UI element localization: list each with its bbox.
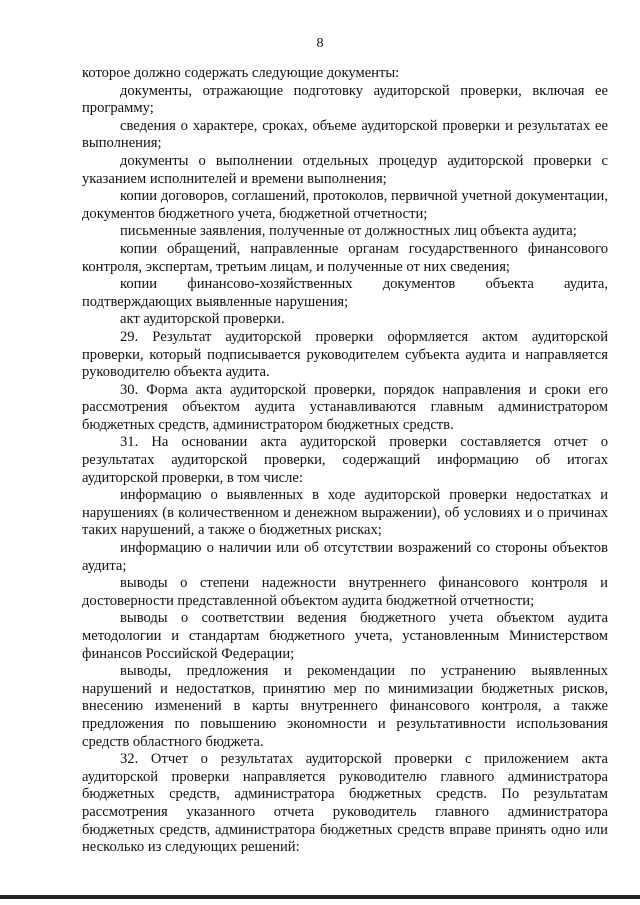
page-number: 8 — [316, 36, 324, 51]
paragraph-clause-30: 30. Форма акта аудиторской проверки, порядок направления и сроки его рассмотрения объектом аудита устанавливаются главным администратором бюджетных средств, администратором бюджетных средств. — [82, 381, 608, 433]
paragraph: копии договоров, соглашений, протоколов, первичной учетной документации, документов бюджетного учета, бюджетной отчетности; — [82, 188, 608, 222]
paragraph-clause-29: 29. Результат аудиторской проверки оформляется актом аудиторской проверки, который подписывается руководителем субъекта аудита и направляется руководителю объекта аудита. — [82, 328, 608, 381]
bottom-rule — [0, 895, 640, 899]
paragraph: документы о выполнении отдельных процедур аудиторской проверки с указанием исполнителей и времени выполнения; — [82, 152, 608, 187]
paragraph-clause-32: 32. Отчет о результатах аудиторской проверки с приложением акта аудиторской проверки направляется руководителю главного администратора бюджетных средств, администратора бюджетных средств. По результатам рассмотрения указанного отчета руководитель главного администратора бюджетных средств, администратора бюджетных средств вправе принять одно или несколько из следующих решений: — [82, 751, 608, 856]
paragraph: копии финансово-хозяйственных документов объекта аудита, подтверждающих выявленные нарушения; — [82, 276, 608, 310]
paragraph: письменные заявления, полученные от должностных лиц объекта аудита; — [120, 223, 577, 240]
paragraph: информацию о наличии или об отсутствии возражений со стороны объектов аудита; — [82, 540, 608, 574]
document-body — [82, 65, 608, 857]
paragraph: которое должно содержать следующие документы: — [82, 65, 400, 81]
paragraph: выводы о соответствии ведения бюджетного учета объектом аудита методологии и стандартам бюджетного учета, установленным Министерством финансов Российской Федерации; — [82, 610, 608, 662]
paragraph: копии обращений, направленные органам государственного финансового контроля, экспертам, третьим лицам, и полученные от них сведения; — [82, 240, 608, 275]
paragraph: информацию о выявленных в ходе аудиторской проверки недостатках и нарушениях (в количественном и денежном выражении), об условиях и о причинах таких нарушений, а также о бюджетных рисках; — [82, 487, 608, 539]
paragraph: акт аудиторской проверки. — [120, 311, 285, 328]
paragraph-clause-31: 31. На основании акта аудиторской проверки составляется отчет о результатах аудиторской проверки, содержащий информацию об итогах аудиторской проверки, в том числе: — [82, 434, 608, 486]
paragraph: выводы, предложения и рекомендации по устранению выявленных нарушений и недостатков, принятию мер по минимизации бюджетных рисков, внесению изменений в карты внутреннего финансового контроля, а также предложения по повышению экономности и результативности использования средств областного бюджета. — [82, 663, 608, 750]
paragraph: документы, отражающие подготовку аудиторской проверки, включая ее программу; — [82, 82, 608, 117]
paragraph: сведения о характере, сроках, объеме аудиторской проверки и результатах ее выполнения; — [82, 117, 608, 152]
paragraph: выводы о степени надежности внутреннего финансового контроля и достоверности представленной объектом аудита бюджетной отчетности; — [82, 575, 608, 609]
